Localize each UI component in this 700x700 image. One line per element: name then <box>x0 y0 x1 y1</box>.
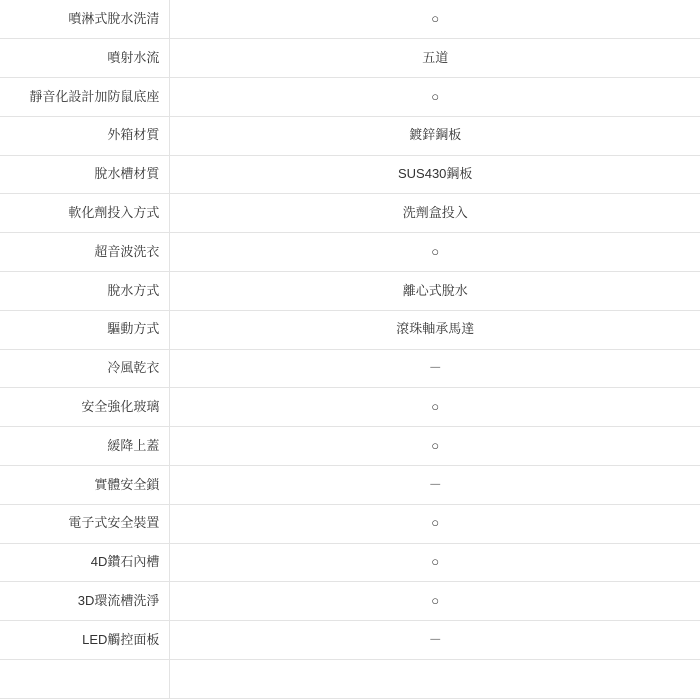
table-row <box>0 427 700 466</box>
table-row <box>0 78 700 117</box>
spec-value: － <box>170 466 700 505</box>
spec-value: 鍍鋅鋼板 <box>170 116 700 155</box>
spec-label <box>0 660 170 699</box>
spec-label: 軟化劑投入方式 <box>0 194 170 233</box>
spec-label: 電子式安全裝置 <box>0 504 170 543</box>
spec-label: 脫水方式 <box>0 272 170 311</box>
spec-value: ○ <box>170 582 700 621</box>
spec-label: 外箱材質 <box>0 116 170 155</box>
spec-label: 緩降上蓋 <box>0 427 170 466</box>
table-row <box>0 155 700 194</box>
spec-value: 離心式脫水 <box>170 272 700 311</box>
spec-label: 噴淋式脫水洗清 <box>0 0 170 39</box>
spec-value: ○ <box>170 0 700 39</box>
spec-value: 洗劑盒投入 <box>170 194 700 233</box>
table-row <box>0 582 700 621</box>
spec-label: 安全強化玻璃 <box>0 388 170 427</box>
spec-label: 噴射水流 <box>0 39 170 78</box>
table-row <box>0 272 700 311</box>
spec-value: 滾珠軸承馬達 <box>170 310 700 349</box>
spec-value <box>170 660 700 699</box>
spec-label: LED觸控面板 <box>0 621 170 660</box>
table-row <box>0 116 700 155</box>
spec-value: ○ <box>170 543 700 582</box>
spec-value: － <box>170 621 700 660</box>
table-row <box>0 504 700 543</box>
spec-label: 超音波洗衣 <box>0 233 170 272</box>
table-row <box>0 194 700 233</box>
spec-value: ○ <box>170 427 700 466</box>
spec-label: 驅動方式 <box>0 310 170 349</box>
spec-value: ○ <box>170 388 700 427</box>
spec-value: ○ <box>170 504 700 543</box>
table-row <box>0 660 700 699</box>
spec-label: 實體安全鎖 <box>0 466 170 505</box>
table-row <box>0 543 700 582</box>
table-row <box>0 233 700 272</box>
spec-label: 4D鑽石內槽 <box>0 543 170 582</box>
table-row <box>0 310 700 349</box>
spec-label: 靜音化設計加防鼠底座 <box>0 78 170 117</box>
table-row <box>0 0 700 39</box>
table-row <box>0 349 700 388</box>
spec-label: 3D環流槽洗淨 <box>0 582 170 621</box>
table-row <box>0 466 700 505</box>
table-row <box>0 39 700 78</box>
spec-value: ○ <box>170 78 700 117</box>
spec-value: SUS430鋼板 <box>170 155 700 194</box>
table-row <box>0 388 700 427</box>
spec-value: － <box>170 349 700 388</box>
spec-value: ○ <box>170 233 700 272</box>
spec-label: 脫水槽材質 <box>0 155 170 194</box>
table-row <box>0 621 700 660</box>
spec-label: 冷風乾衣 <box>0 349 170 388</box>
spec-value: 五道 <box>170 39 700 78</box>
